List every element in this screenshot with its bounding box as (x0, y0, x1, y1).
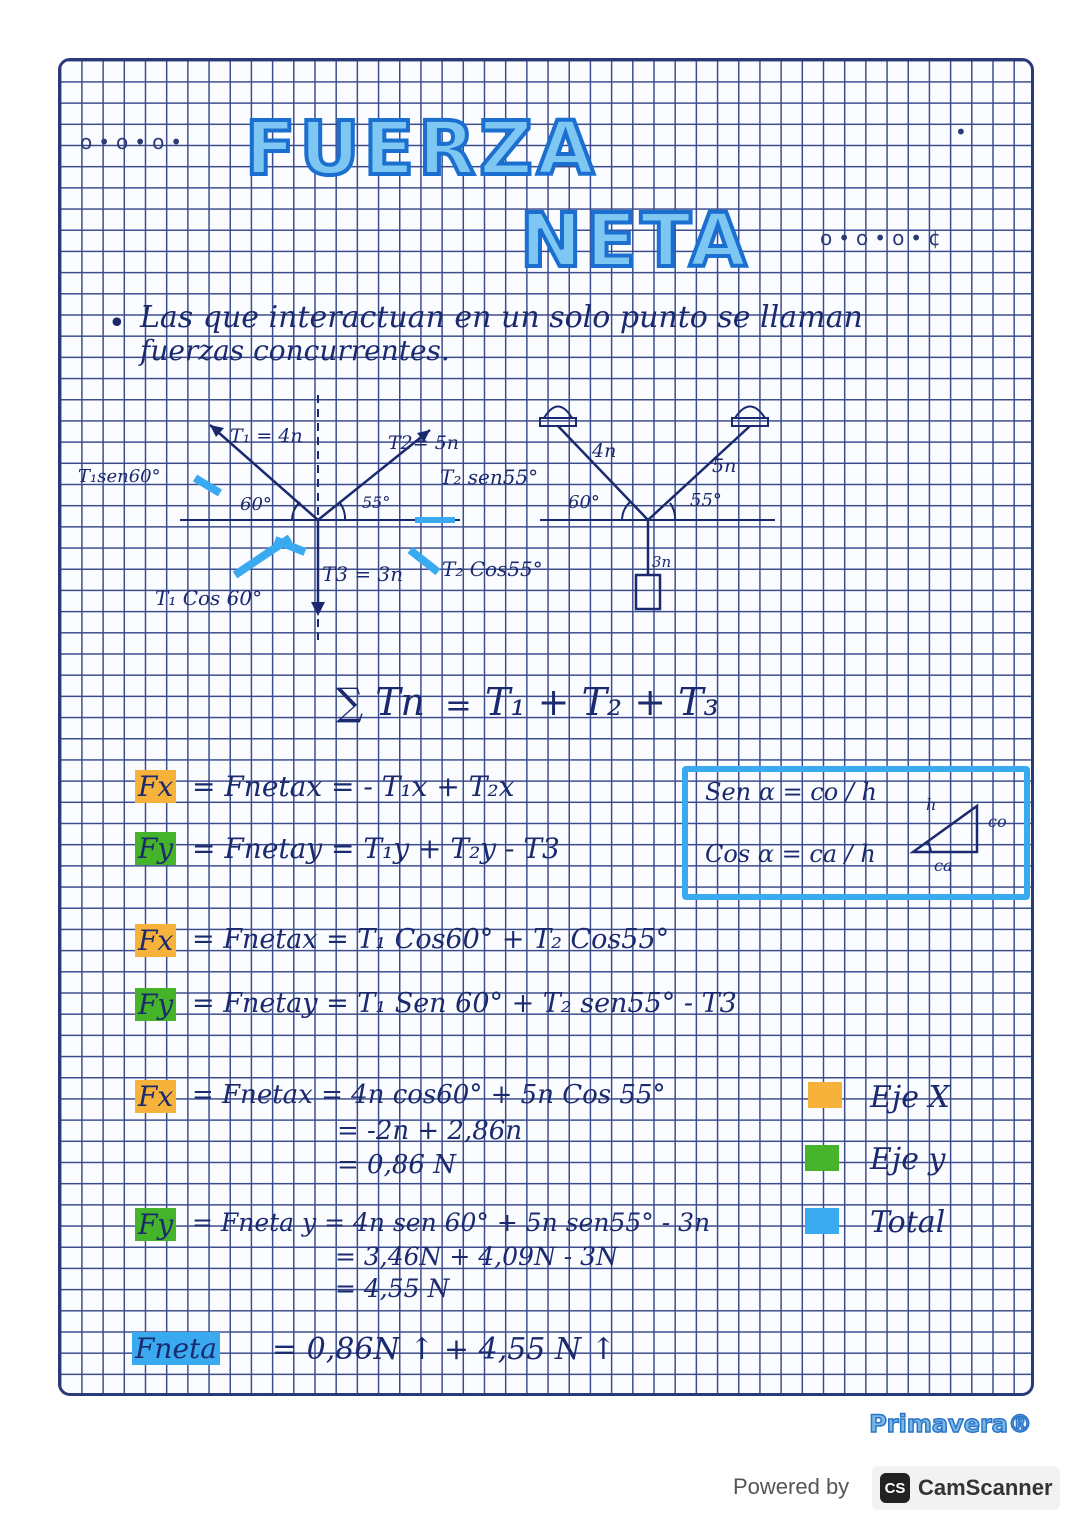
primavera-brand: Primavera® (869, 1410, 1032, 1438)
d1-t1sen-label: T₁sen60° (78, 466, 161, 487)
d2-angle-55-label: 55° (690, 490, 722, 511)
eq3-fx-line-2: = -2n + 2,86n (337, 1116, 523, 1146)
eq3-fy-line-2: = 3,46N + 4,09N - 3N (335, 1242, 618, 1271)
t2-cos-marker (410, 550, 438, 572)
eq1-fx: = Fnetax = - T₁x + T₂x (192, 770, 515, 803)
left-bell-icon (544, 407, 572, 419)
eq1-fx-tag: Fx (135, 770, 176, 803)
d2-t2-label: 5n (712, 455, 737, 477)
d1-t2-label: T2= 5n (388, 432, 460, 454)
legend-total-label: Total (870, 1205, 946, 1240)
eq3-fy-line-1: = Fneta y = 4n sen 60° + 5n sen55° - 3n (192, 1208, 711, 1237)
intro-line-2: fuerzas concurrentes. (140, 334, 450, 367)
d1-t2sen-label: T₂ sen55° (440, 465, 539, 489)
triangle-ca-label: ca (934, 856, 953, 875)
eq3-fy-line-3: = 4,55 N (335, 1274, 450, 1303)
trig-sen: Sen α = co / h (705, 778, 877, 806)
decorative-dot: • (955, 120, 973, 144)
d1-angle-60-label: 60° (240, 494, 272, 515)
eq3-fx-tag: Fx (135, 1080, 176, 1113)
d2-angle-60-label: 60° (568, 492, 600, 513)
intro-line-1: Las que interactuan en un solo punto se llaman (140, 300, 863, 335)
eq2-fy-tag: Fy (135, 988, 176, 1021)
eq2-fx-tag: Fx (135, 924, 176, 957)
trig-cos: Cos α = ca / h (705, 840, 876, 868)
triangle-h-label: h (926, 795, 937, 814)
decorative-dots-left: o•o•o• (80, 130, 189, 154)
d1-t1-label: T₁ = 4n (230, 425, 303, 447)
d1-t3-label: T3 = 3n (322, 562, 404, 586)
eq1-fy-tag: Fy (135, 832, 176, 865)
t3-arrowhead (311, 602, 325, 616)
hanging-block (636, 575, 660, 609)
triangle-co-label: co (988, 812, 1007, 831)
title-line-2: NETA (520, 198, 751, 284)
legend-total-swatch (805, 1208, 839, 1234)
angle-60-arc (292, 502, 300, 520)
eq2-fx: = Fnetax = T₁ Cos60° + T₂ Cos55° (192, 924, 670, 955)
camscanner-badge (872, 1466, 1060, 1510)
legend-x-label: Eje X (870, 1080, 950, 1115)
legend-y-swatch (805, 1145, 839, 1171)
result-value: = 0,86N ↑ + 4,55 N ↑ (272, 1332, 616, 1367)
right-bell-icon (735, 407, 765, 419)
d2-t1-label: 4n (592, 440, 617, 462)
bullet-icon: • (108, 306, 126, 341)
decorative-dots-right: o•o•o•¢ (820, 226, 947, 250)
sum-rhs: T₁ + T₂ + T₃ (485, 680, 719, 724)
eq1-fy: = Fnetay = T₁y + T₂y - T3 (192, 832, 560, 865)
powered-by-text: Powered by (733, 1474, 850, 1499)
t1-sen-marker (195, 478, 220, 493)
eq3-fx-line-3: = 0,86 N (337, 1150, 456, 1180)
d1-t2cos-label: T₂ Cos55° (442, 557, 543, 581)
right-triangle-icon (905, 800, 985, 860)
d1-t1cos-label: T₁ Cos 60° (155, 586, 263, 610)
legend-y-label: Eje y (870, 1142, 946, 1177)
result-tag: Fneta (132, 1332, 220, 1365)
sum-lhs: ∑ Tn (336, 680, 426, 724)
d1-angle-55-label: 55° (362, 493, 391, 512)
t3-marker (275, 540, 305, 552)
eq2-fy: = Fnetay = T₁ Sen 60° + T₂ sen55° - T3 (192, 988, 737, 1019)
title-line-1: FUERZA (245, 106, 599, 192)
camscanner-name: CamScanner (918, 1475, 1053, 1500)
sum-equals: = (445, 686, 472, 724)
angle-55-arc (340, 503, 345, 520)
camscanner-logo-icon: CS (880, 1473, 910, 1503)
eq3-fx-line-1: = Fnetax = 4n cos60° + 5n Cos 55° (192, 1080, 666, 1110)
legend-x-swatch (808, 1082, 842, 1108)
d2-t3-label: 3n (652, 553, 672, 571)
eq3-fy-tag: Fy (135, 1208, 176, 1241)
